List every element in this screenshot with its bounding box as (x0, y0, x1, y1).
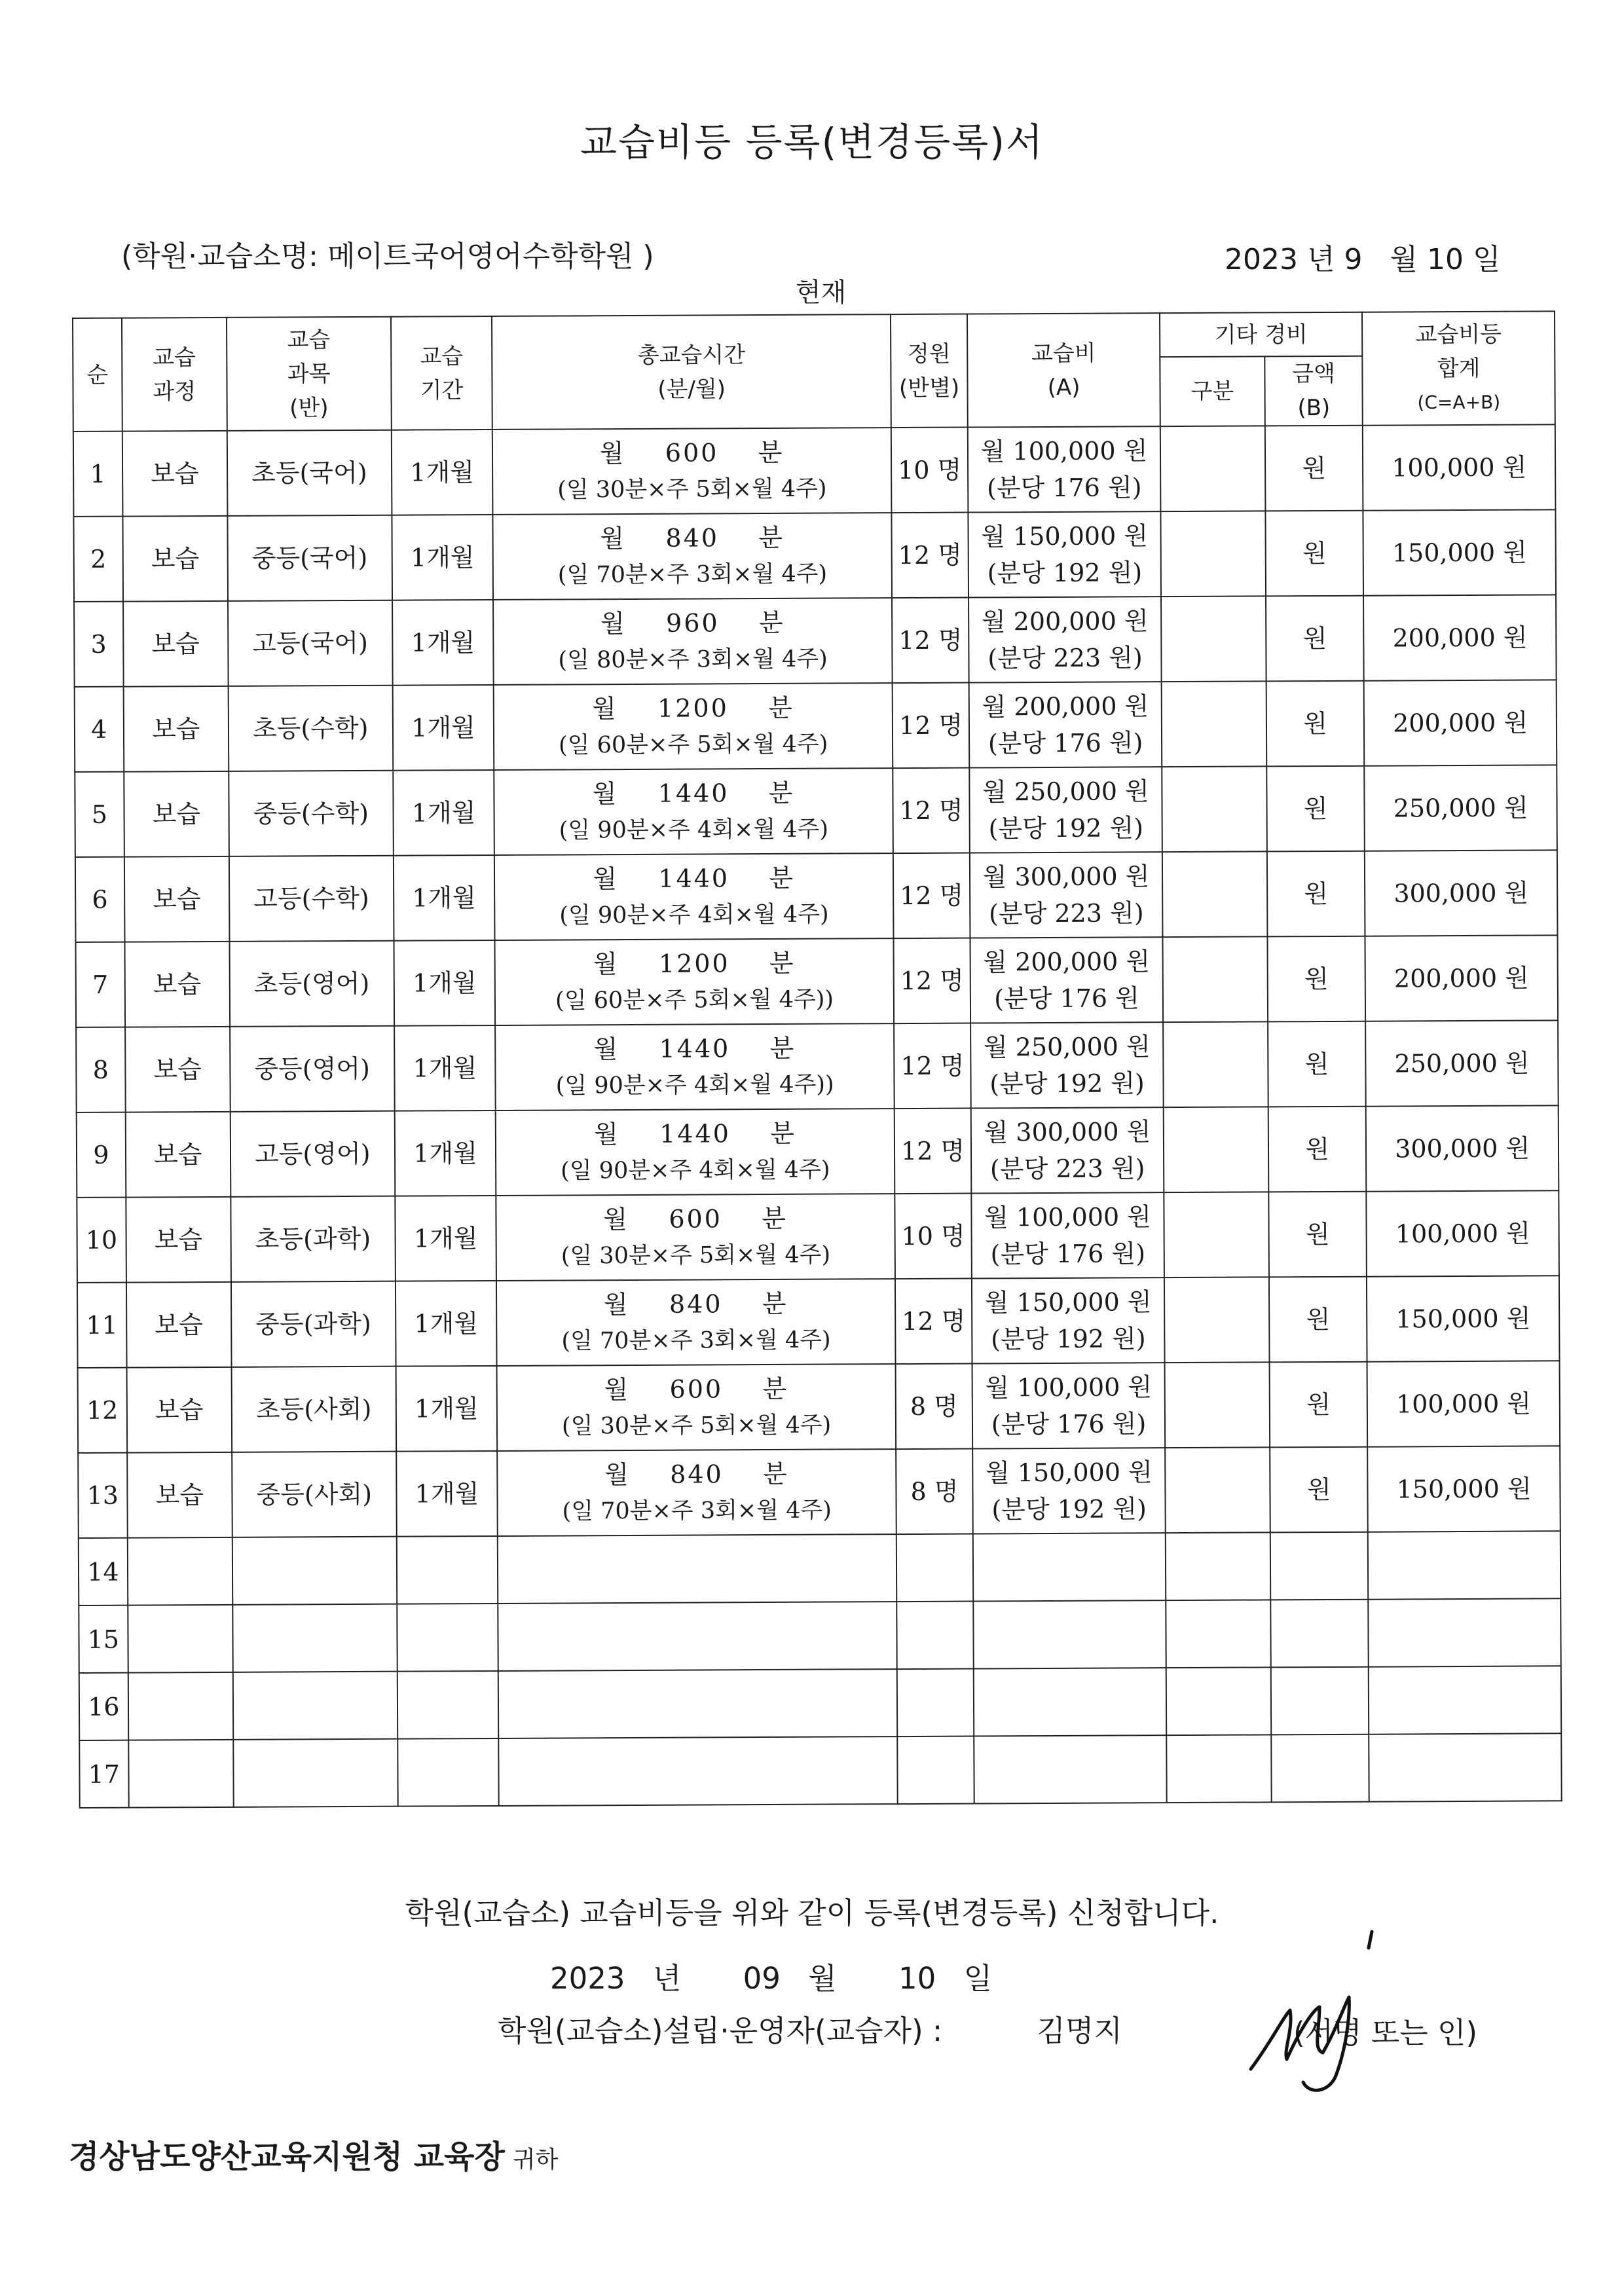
cell-empty (896, 1534, 974, 1602)
time-breakdown: (일 90분×주 4회×월 4주) (559, 816, 829, 844)
sign-note: (서명 또는 인) (1293, 2015, 1478, 2050)
cell-empty (974, 1600, 1166, 1668)
tuition-per-minute: (분당 223 원) (989, 898, 1144, 928)
tuition-monthly: 월 300,000 원 (984, 1117, 1151, 1147)
cell-course: 보습 (126, 1197, 231, 1283)
cell-tuition (969, 511, 1161, 597)
cell-category (1162, 851, 1268, 937)
cell-capacity: 12 명 (891, 513, 969, 598)
cell-category (1165, 1447, 1270, 1533)
cell-category (1161, 596, 1266, 682)
cell-period: 1개월 (394, 1025, 496, 1111)
tuition-per-minute: (분당 192 원) (987, 558, 1143, 588)
tuition-per-minute: (분당 176 원) (990, 1239, 1146, 1269)
tuition-per-minute: (분당 192 원) (989, 1069, 1145, 1099)
tuition-per-minute: (분당 192 원) (988, 813, 1144, 843)
cell-no: 1 (73, 431, 122, 517)
cell-empty (1166, 1600, 1271, 1668)
cell-empty (396, 1536, 498, 1604)
fee-table (72, 310, 1562, 1808)
time-breakdown: (일 60분×주 5회×월 4주) (559, 731, 828, 759)
cell-subject: 초등(국어) (227, 430, 392, 516)
cell-total-time (498, 1449, 896, 1536)
tuition-per-minute: (분당 192 원) (991, 1494, 1147, 1524)
cell-total: 150,000 원 (1368, 1446, 1560, 1532)
cell-capacity: 12 명 (894, 1023, 971, 1109)
date-month: 9 (1344, 243, 1363, 276)
date-day: 10 (1427, 243, 1464, 276)
academy-name-line: (학원·교습소명: 메이트국어영어수학학원 ) (121, 240, 654, 273)
cell-category (1164, 1277, 1270, 1363)
cell-subject: 초등(과학) (231, 1196, 395, 1282)
cell-no: 2 (73, 517, 122, 602)
cell-period: 1개월 (392, 600, 494, 686)
cell-amount: 원 (1269, 1362, 1367, 1448)
time-monthly: 월 960 분 (600, 608, 785, 638)
application-statement: 학원(교습소) 교습비등을 위와 같이 등록(변경등록) 신청합니다. (405, 1896, 1219, 1930)
cell-amount: 원 (1265, 426, 1363, 511)
table-row (73, 424, 1556, 517)
as-of-label: 현재 (796, 278, 847, 308)
cell-capacity: 12 명 (895, 1109, 972, 1194)
recipient-suffix: 귀하 (512, 2146, 559, 2173)
time-breakdown: (일 70분×주 3회×월 4주) (557, 560, 828, 589)
table-row (77, 1276, 1560, 1368)
header-subject: 교습 과목 (반) (227, 317, 392, 431)
cell-total-time (495, 938, 894, 1025)
cell-empty (1166, 1532, 1271, 1600)
recipient-name: 경상남도양산교육지원청 교육장 (69, 2139, 505, 2175)
table-row-empty (79, 1531, 1560, 1606)
cell-course: 보습 (124, 856, 230, 942)
cell-course: 보습 (126, 1282, 232, 1368)
header-period: 교습 기간 (391, 316, 493, 430)
cell-period: 1개월 (394, 940, 495, 1026)
time-breakdown: (일 90분×주 4회×월 4주) (561, 1156, 830, 1184)
cell-tuition (968, 426, 1160, 512)
cell-period: 1개월 (393, 770, 494, 856)
cell-amount: 원 (1270, 1447, 1368, 1533)
cell-course: 보습 (123, 686, 229, 772)
cell-total-time (493, 598, 892, 685)
cell-total-time (493, 513, 892, 600)
cell-empty (128, 1537, 233, 1606)
handwritten-signature (1238, 1919, 1408, 2115)
cell-empty (897, 1669, 974, 1737)
cell-capacity: 10 명 (895, 1194, 972, 1279)
cell-amount: 원 (1266, 596, 1364, 682)
recipient (69, 2131, 558, 2176)
cell-course: 보습 (122, 431, 228, 517)
cell-empty (1166, 1667, 1272, 1735)
tuition-monthly: 월 300,000 원 (982, 862, 1150, 892)
apply-day: 10 (898, 1961, 936, 1996)
header-sum: 교습비등 합계 (C=A+B) (1362, 311, 1555, 425)
cell-empty (1369, 1666, 1561, 1734)
cell-amount: 원 (1267, 851, 1365, 937)
cell-empty (499, 1736, 898, 1806)
cell-capacity: 8 명 (896, 1449, 973, 1535)
document-date (1225, 236, 1501, 278)
cell-total: 300,000 원 (1365, 850, 1557, 936)
table-row (74, 595, 1557, 687)
cell-period: 1개월 (396, 1366, 497, 1452)
cell-total-time (496, 1023, 895, 1111)
time-breakdown: (일 70분×주 3회×월 4주) (561, 1327, 831, 1355)
time-monthly: 월 1440 분 (593, 1033, 796, 1064)
cell-no: 7 (75, 942, 124, 1027)
cell-total-time (496, 1194, 895, 1281)
cell-empty (974, 1735, 1167, 1803)
cell-no: 17 (79, 1740, 128, 1808)
table-row (75, 765, 1557, 857)
cell-course: 보습 (127, 1452, 232, 1538)
header-tuition: 교습비 (A) (967, 313, 1160, 427)
table-row (78, 1361, 1560, 1453)
time-monthly: 월 840 분 (604, 1459, 789, 1490)
header-other-expenses: 기타 경비 (1160, 312, 1363, 357)
time-breakdown: (일 90분×주 4회×월 4주)) (555, 1071, 834, 1099)
cell-tuition (972, 1448, 1165, 1533)
cell-empty (498, 1602, 897, 1671)
header-capacity: 정원 (반별) (891, 314, 968, 428)
cell-course: 보습 (126, 1367, 232, 1453)
cell-tuition (970, 767, 1162, 853)
cell-total-time (492, 428, 891, 515)
time-breakdown: (일 30분×주 5회×월 4주) (561, 1241, 831, 1270)
cell-capacity: 12 명 (893, 683, 970, 769)
operator-label: 학원(교습소)설립·운영자(교습자) : (498, 2013, 943, 2048)
cell-amount: 원 (1266, 681, 1365, 767)
cell-total: 200,000 원 (1364, 680, 1557, 765)
table-row-empty (79, 1666, 1561, 1740)
cell-amount: 원 (1265, 511, 1363, 597)
cell-empty (397, 1604, 498, 1672)
cell-subject: 중등(수학) (229, 771, 393, 856)
cell-tuition (970, 1022, 1163, 1108)
table-row (75, 850, 1558, 942)
cell-total: 150,000 원 (1367, 1276, 1559, 1361)
apply-year-label: 년 (652, 1961, 682, 1996)
apply-day-label: 일 (963, 1961, 993, 1996)
cell-total: 200,000 원 (1365, 935, 1558, 1021)
cell-tuition (970, 937, 1163, 1023)
cell-period: 1개월 (396, 1451, 498, 1537)
cell-capacity: 12 명 (893, 938, 970, 1024)
time-breakdown: (일 80분×주 3회×월 4주) (558, 646, 828, 674)
cell-course: 보습 (125, 1112, 231, 1198)
cell-tuition (969, 597, 1161, 682)
tuition-monthly: 월 150,000 원 (984, 1287, 1152, 1317)
cell-empty (1271, 1735, 1369, 1803)
cell-subject: 중등(국어) (227, 515, 392, 601)
fee-table-body (73, 424, 1562, 1808)
cell-period: 1개월 (394, 855, 495, 941)
cell-total-time (494, 768, 893, 855)
cell-no: 5 (75, 772, 124, 857)
cell-empty (1270, 1600, 1369, 1668)
cell-category (1164, 1192, 1269, 1277)
cell-course: 보습 (123, 601, 229, 687)
time-breakdown: (일 90분×주 4회×월 4주) (559, 901, 829, 929)
header-total-time: 총교습시간 (분/월) (492, 314, 891, 430)
header-no: 순 (73, 318, 122, 431)
cell-subject: 초등(사회) (231, 1367, 396, 1452)
table-row (76, 1020, 1559, 1112)
cell-category (1164, 1107, 1269, 1192)
header-amount: 금액 (B) (1264, 356, 1363, 426)
time-monthly: 월 1440 분 (592, 778, 795, 809)
table-row-empty (79, 1733, 1561, 1808)
cell-no: 10 (77, 1198, 126, 1283)
cell-no: 4 (75, 687, 124, 772)
cell-no: 6 (75, 857, 124, 942)
cell-total-time (497, 1364, 896, 1451)
cell-total: 100,000 원 (1363, 424, 1555, 510)
cell-course: 보습 (124, 942, 230, 1027)
tuition-per-minute: (분당 192 원) (991, 1324, 1146, 1354)
tuition-monthly: 월 150,000 원 (985, 1458, 1153, 1488)
cell-amount: 원 (1268, 1192, 1367, 1277)
tuition-monthly: 월 250,000 원 (983, 1032, 1151, 1062)
cell-tuition (972, 1192, 1164, 1278)
cell-total-time (496, 1279, 895, 1366)
cell-empty (896, 1602, 974, 1670)
cell-empty (232, 1537, 397, 1605)
cell-capacity: 12 명 (893, 768, 970, 854)
cell-course: 보습 (124, 771, 229, 857)
time-monthly: 월 840 분 (600, 523, 785, 553)
cell-no: 14 (79, 1538, 128, 1606)
time-breakdown: (일 30분×주 5회×월 4주) (561, 1412, 832, 1440)
cell-empty (1369, 1733, 1562, 1801)
cell-category (1164, 1362, 1270, 1448)
cell-course: 보습 (125, 1027, 231, 1112)
cell-no: 15 (79, 1606, 128, 1673)
cell-category (1160, 511, 1266, 597)
table-row (78, 1446, 1560, 1538)
tuition-per-minute: (분당 223 원) (987, 643, 1143, 673)
table-row-empty (79, 1598, 1560, 1673)
cell-empty (232, 1604, 397, 1672)
cell-amount: 원 (1269, 1277, 1367, 1363)
cell-total: 300,000 원 (1366, 1105, 1559, 1191)
header-category: 구분 (1160, 356, 1265, 426)
date-year-label: 년 (1306, 243, 1335, 276)
tuition-monthly: 월 200,000 원 (982, 691, 1149, 722)
cell-capacity: 8 명 (895, 1364, 972, 1450)
cell-subject: 중등(과학) (231, 1281, 396, 1367)
cell-empty (128, 1740, 234, 1808)
cell-capacity: 12 명 (892, 598, 969, 684)
cell-subject: 고등(영어) (231, 1111, 395, 1197)
apply-month-label: 월 (808, 1961, 837, 1996)
document-title: 교습비등 등록(변경등록)서 (580, 120, 1044, 164)
operator-name: 김명지 (1037, 2013, 1122, 2048)
cell-category (1162, 936, 1268, 1022)
cell-period: 1개월 (395, 1196, 496, 1281)
apply-month: 09 (743, 1961, 781, 1996)
cell-total: 150,000 원 (1363, 509, 1556, 595)
cell-no: 16 (79, 1673, 128, 1740)
cell-amount: 원 (1268, 1107, 1367, 1192)
table-row (77, 1105, 1559, 1198)
cell-amount: 원 (1266, 766, 1365, 852)
cell-total: 100,000 원 (1367, 1190, 1559, 1276)
cell-empty (128, 1672, 233, 1740)
cell-period: 1개월 (392, 515, 493, 600)
cell-empty (1368, 1531, 1560, 1599)
table-row (77, 1190, 1559, 1283)
apply-year: 2023 (550, 1961, 625, 1996)
cell-subject: 고등(국어) (228, 600, 392, 686)
cell-period: 1개월 (391, 430, 492, 515)
cell-no: 13 (78, 1453, 127, 1538)
cell-empty (1166, 1735, 1272, 1803)
tuition-monthly: 월 200,000 원 (983, 947, 1151, 977)
header-course: 교습 과정 (122, 318, 227, 431)
cell-subject: 고등(수학) (229, 856, 394, 942)
cell-total: 250,000 원 (1365, 1020, 1558, 1106)
cell-total-time (496, 1109, 895, 1196)
cell-category (1160, 426, 1266, 511)
time-monthly: 월 1200 분 (593, 948, 796, 979)
cell-empty (233, 1739, 397, 1807)
time-breakdown: (일 70분×주 3회×월 4주) (562, 1497, 832, 1525)
table-row (75, 935, 1558, 1027)
operator-line (498, 2007, 1122, 2049)
cell-capacity: 12 명 (895, 1279, 972, 1365)
tuition-monthly: 월 250,000 원 (982, 777, 1149, 807)
cell-period: 1개월 (394, 1111, 496, 1196)
date-day-label: 일 (1473, 243, 1501, 276)
cell-period: 1개월 (392, 685, 494, 771)
cell-category (1161, 681, 1266, 767)
tuition-monthly: 월 100,000 원 (985, 1372, 1153, 1403)
cell-capacity: 10 명 (891, 428, 969, 513)
time-monthly: 월 600 분 (604, 1374, 789, 1405)
cell-subject: 중등(사회) (232, 1452, 396, 1537)
date-year: 2023 (1225, 243, 1298, 276)
table-row (73, 509, 1556, 602)
tuition-monthly: 월 200,000 원 (981, 606, 1149, 636)
cell-total: 250,000 원 (1365, 765, 1557, 851)
cell-category (1163, 1021, 1268, 1107)
time-breakdown: (일 60분×주 5회×월 4주)) (555, 986, 834, 1014)
cell-no: 9 (77, 1112, 126, 1198)
cell-total-time (494, 683, 893, 770)
cell-empty (1369, 1598, 1561, 1666)
cell-subject: 중등(영어) (230, 1026, 394, 1112)
cell-tuition (969, 682, 1162, 767)
time-monthly: 월 840 분 (603, 1289, 788, 1319)
cell-total: 200,000 원 (1363, 595, 1556, 680)
cell-empty (498, 1669, 897, 1738)
cell-empty (973, 1533, 1166, 1601)
cell-empty (397, 1671, 498, 1739)
cell-total-time (494, 853, 893, 940)
tuition-monthly: 월 150,000 원 (981, 521, 1149, 551)
cell-empty (498, 1534, 896, 1604)
table-row (75, 680, 1557, 772)
cell-no: 8 (76, 1027, 125, 1112)
cell-no: 11 (77, 1283, 126, 1368)
cell-empty (1271, 1667, 1369, 1735)
time-monthly: 월 600 분 (599, 437, 784, 468)
cell-empty (397, 1738, 499, 1807)
tuition-per-minute: (분당 223 원) (989, 1154, 1145, 1184)
cell-tuition (971, 1107, 1164, 1193)
cell-empty (1270, 1532, 1369, 1600)
cell-capacity: 12 명 (893, 853, 970, 939)
cell-amount: 원 (1268, 1021, 1366, 1107)
cell-total: 100,000 원 (1367, 1361, 1560, 1446)
cell-tuition (972, 1363, 1165, 1448)
tuition-monthly: 월 100,000 원 (984, 1202, 1151, 1232)
cell-course: 보습 (122, 516, 228, 602)
time-breakdown: (일 30분×주 5회×월 4주) (557, 475, 827, 504)
cell-tuition (970, 852, 1162, 938)
cell-amount: 원 (1267, 936, 1365, 1022)
cell-subject: 초등(영어) (229, 941, 394, 1027)
tuition-per-minute: (분당 176 원 (994, 983, 1139, 1014)
cell-no: 12 (78, 1368, 127, 1453)
cell-category (1162, 766, 1267, 852)
application-date (550, 1955, 1010, 1997)
tuition-per-minute: (분당 176 원) (986, 473, 1142, 503)
tuition-per-minute: (분당 176 원) (987, 728, 1143, 758)
time-monthly: 월 1440 분 (594, 1118, 797, 1149)
cell-empty (897, 1736, 974, 1805)
time-monthly: 월 1200 분 (591, 693, 794, 724)
date-month-label: 월 (1390, 243, 1418, 276)
tuition-per-minute: (분당 176 원) (991, 1409, 1147, 1439)
time-monthly: 월 600 분 (603, 1203, 788, 1234)
cell-empty (974, 1668, 1166, 1736)
cell-subject: 초등(수학) (228, 686, 392, 771)
time-monthly: 월 1440 분 (593, 863, 796, 894)
cell-no: 3 (74, 602, 123, 687)
cell-empty (128, 1605, 233, 1673)
cell-period: 1개월 (396, 1281, 497, 1367)
cell-tuition (972, 1277, 1164, 1363)
cell-empty (233, 1672, 397, 1740)
tuition-monthly: 월 100,000 원 (980, 436, 1148, 466)
